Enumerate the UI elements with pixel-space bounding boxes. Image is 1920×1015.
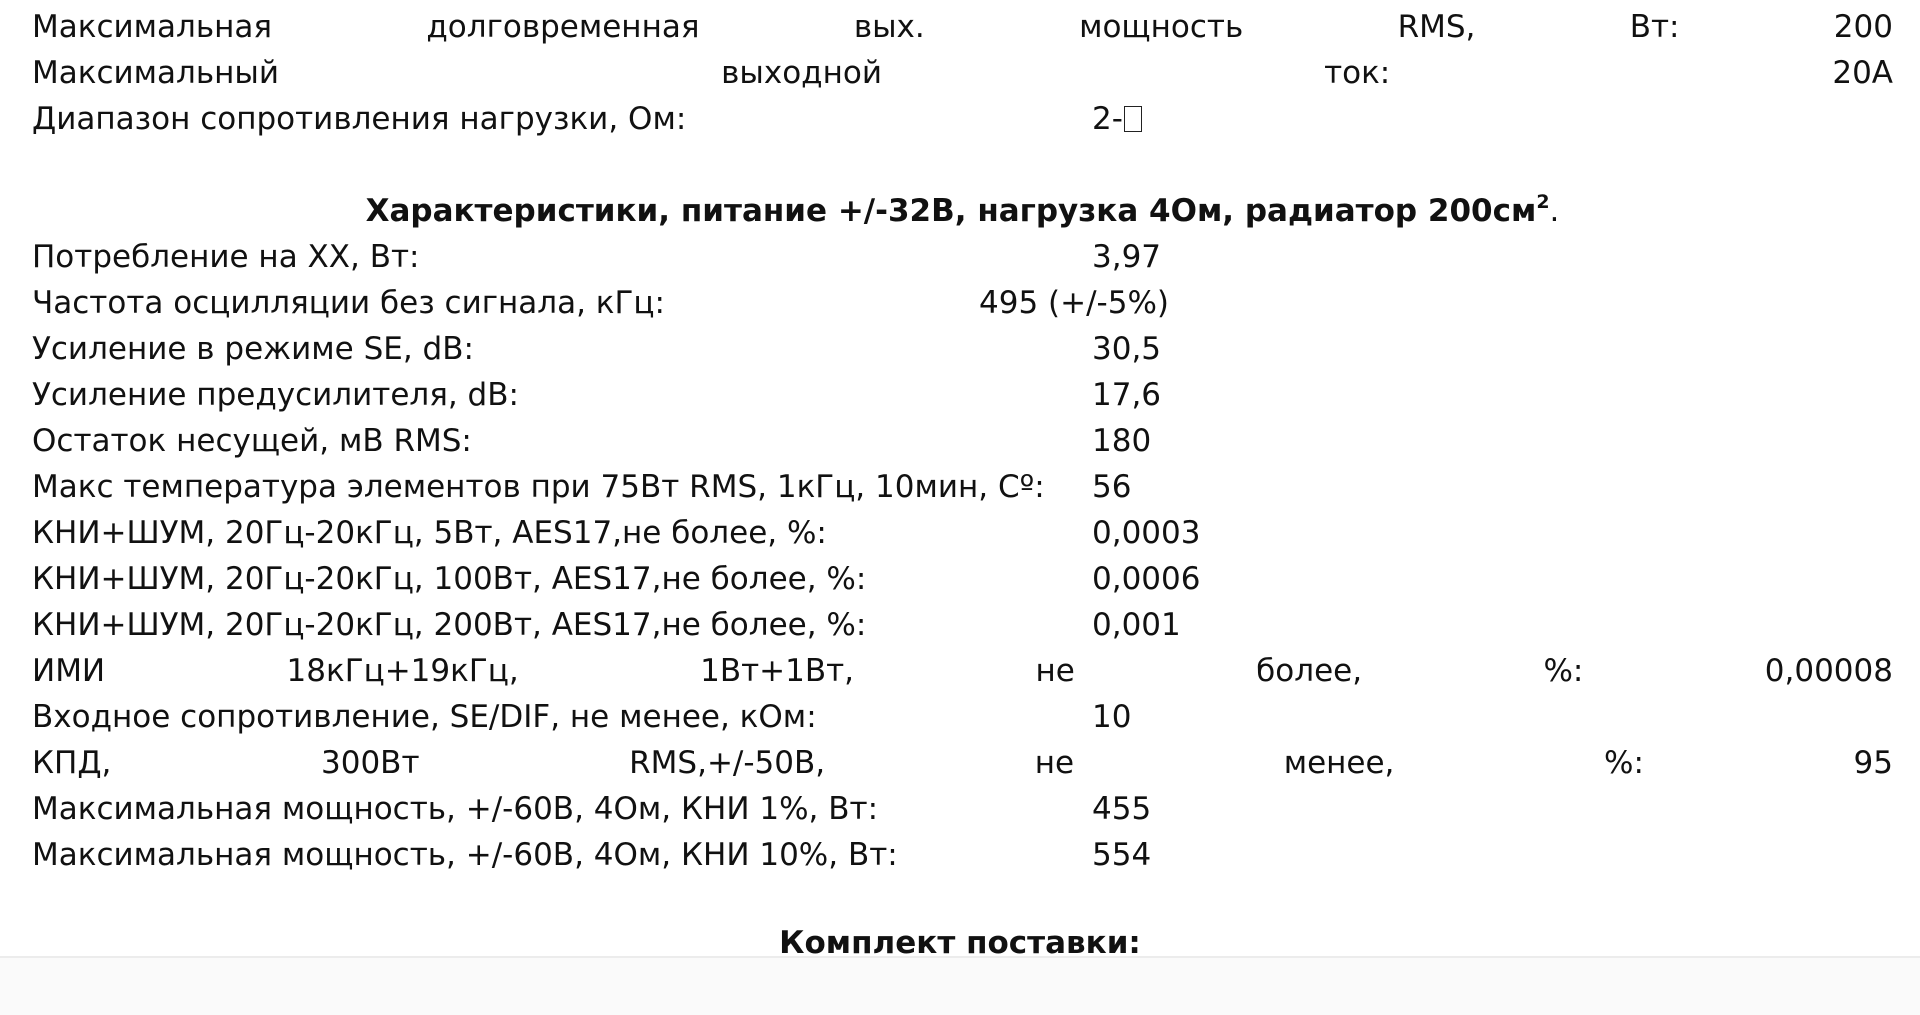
text: более, xyxy=(1256,653,1363,689)
spec-value xyxy=(1092,96,1893,142)
text: ток: xyxy=(1324,55,1391,91)
text: выходной xyxy=(721,55,882,91)
spec-value: 10 xyxy=(1092,699,1132,735)
spec-row xyxy=(32,786,1893,832)
value: 20А xyxy=(1832,55,1893,91)
text: долговременная xyxy=(426,9,700,45)
text: КПД, xyxy=(32,745,112,781)
heading-text: Комплект поставки: xyxy=(779,925,1141,961)
spec-value: 0,0006 xyxy=(1092,561,1201,597)
spec-value: 17,6 xyxy=(1092,377,1162,413)
text: Максимальная xyxy=(32,9,273,45)
heading-dot: . xyxy=(1549,193,1560,229)
spec-label: КНИ+ШУМ, 20Гц-20кГц, 100Вт, AES17,не более, %: xyxy=(32,561,867,597)
superscript: 2 xyxy=(1536,190,1550,213)
spec-value: 56 xyxy=(1092,469,1132,505)
spec-row xyxy=(32,510,1893,556)
value: 95 xyxy=(1853,745,1893,781)
text: RMS, xyxy=(1397,9,1476,45)
spec-row xyxy=(32,372,1893,418)
spec-value: 180 xyxy=(1092,423,1152,459)
load-range-row xyxy=(32,96,1893,142)
imi-row xyxy=(32,648,1893,694)
text: RMS,+/-50В, xyxy=(629,745,826,781)
spec-row xyxy=(32,418,1893,464)
text: вых. xyxy=(853,9,925,45)
spec-label: КНИ+ШУМ, 20Гц-20кГц, 200Вт, AES17,не более, %: xyxy=(32,607,867,643)
max-power-row xyxy=(32,4,1893,50)
spec-row xyxy=(32,694,1893,740)
spec-value: 0,001 xyxy=(1092,607,1181,643)
spec-row xyxy=(32,602,1893,648)
spec-row xyxy=(32,326,1893,372)
text: не xyxy=(1035,653,1075,689)
efficiency-row xyxy=(32,740,1893,786)
text: Вт: xyxy=(1629,9,1680,45)
spec-label: Диапазон сопротивления нагрузки, Ом: xyxy=(32,101,687,137)
value: 200 xyxy=(1833,9,1893,45)
delivery-heading xyxy=(0,920,1920,966)
text: 300Вт xyxy=(321,745,420,781)
max-current-row xyxy=(32,50,1893,96)
text: %: xyxy=(1543,653,1584,689)
spec-value: 0,0003 xyxy=(1092,515,1201,551)
spec-value: 30,5 xyxy=(1092,331,1162,367)
spec-label: Потребление на ХХ, Вт: xyxy=(32,239,420,275)
spec-label: Усиление в режиме SE, dB: xyxy=(32,331,474,367)
spec-row xyxy=(32,464,1893,510)
spec-label: Частота осцилляции без сигнала, кГц: xyxy=(32,285,665,321)
text: ИМИ xyxy=(32,653,106,689)
spec-label: Макс температура элементов при 75Вт RMS, 1кГц, 10мин, Cº: xyxy=(32,469,1045,505)
spec-label: Остаток несущей, мВ RMS: xyxy=(32,423,472,459)
spec-label: Усиление предусилителя, dB: xyxy=(32,377,519,413)
spec-row xyxy=(32,234,1893,280)
text: %: xyxy=(1604,745,1644,781)
value: 0,00008 xyxy=(1764,653,1893,689)
missing-glyph-icon xyxy=(1124,106,1142,132)
text: 18кГц+19кГц, xyxy=(286,653,519,689)
text: менее, xyxy=(1283,745,1395,781)
spec-row xyxy=(32,556,1893,602)
spec-label: КНИ+ШУМ, 20Гц-20кГц, 5Вт, AES17,не более, %: xyxy=(32,515,827,551)
spec-row xyxy=(32,832,1893,878)
text: 1Вт+1Вт, xyxy=(700,653,855,689)
spec-row xyxy=(32,280,1893,326)
spec-label: Максимальная мощность, +/-60В, 4Ом, КНИ 1%, Вт: xyxy=(32,791,879,827)
spec-value: 455 xyxy=(1092,791,1152,827)
spacer xyxy=(32,142,1893,188)
heading-text: Характеристики, питание +/-32В, нагрузка 4Ом, радиатор 200см xyxy=(365,193,1537,229)
characteristics-heading xyxy=(32,188,1893,234)
spec-label: Входное сопротивление, SE/DIF, не менее, кОм: xyxy=(32,699,817,735)
spec-value: 495 (+/-5%) xyxy=(979,285,1169,321)
spec-value-text: 2- xyxy=(1092,101,1123,137)
text: не xyxy=(1034,745,1075,781)
text: мощность xyxy=(1079,9,1244,45)
spec-label: Максимальная мощность, +/-60В, 4Ом, КНИ 10%, Вт: xyxy=(32,837,898,873)
spec-value: 554 xyxy=(1092,837,1152,873)
spec-value: 3,97 xyxy=(1092,239,1162,275)
text: Максимальный xyxy=(32,55,280,91)
